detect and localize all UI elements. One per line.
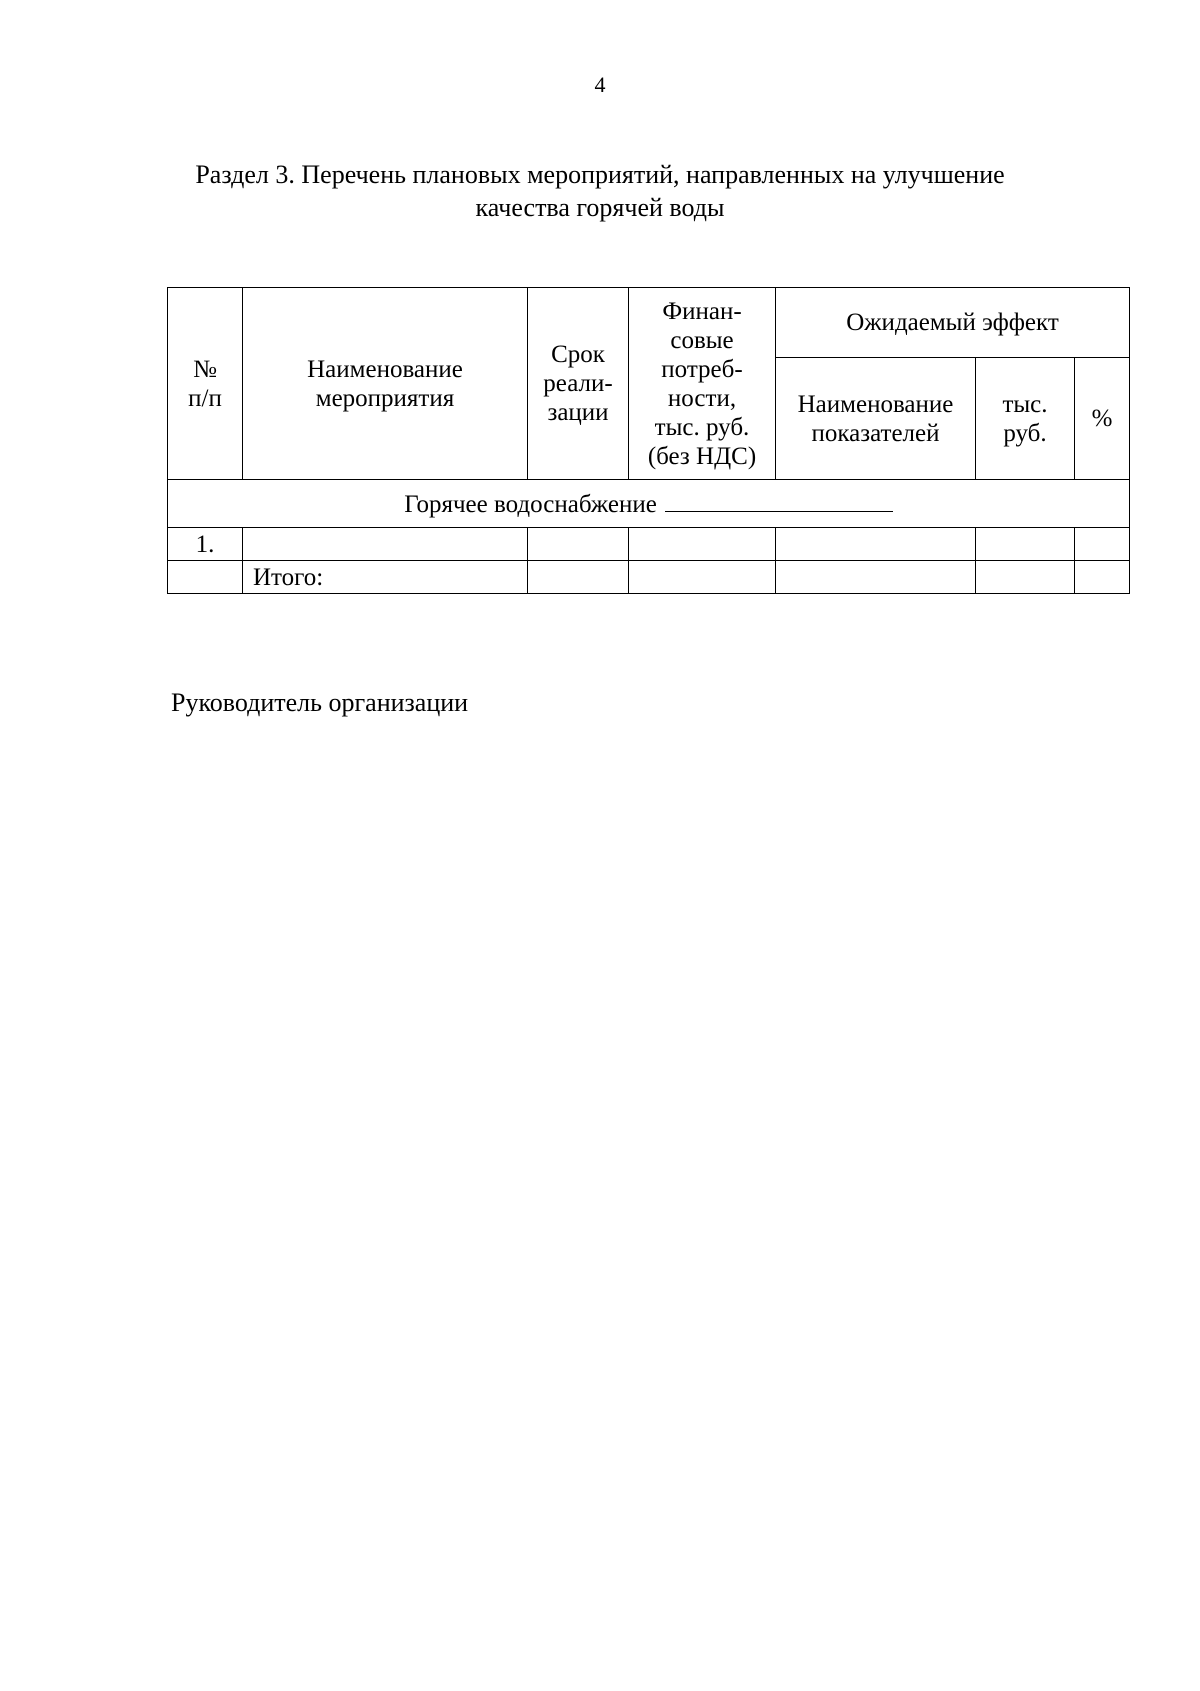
row-term [528,528,629,561]
row-finance [629,528,776,561]
page-number: 4 [594,72,606,97]
total-thousand-rub [976,561,1075,594]
measures-table [167,287,1130,594]
signature-label: Руководитель организации [171,688,469,717]
total-term [528,561,629,594]
header-finance-line-4: ности, [667,384,737,412]
header-term-line-2: реали- [543,370,613,397]
row-percent [1075,528,1130,561]
group-row [168,480,1130,528]
total-row [168,561,1130,594]
header-name-line-2: мероприятия [315,384,455,412]
total-label: Итого: [243,561,528,594]
section-title-line-2: качества горячей воды [475,193,725,222]
header-expected-effect: Ожидаемый эффект [776,288,1130,358]
header-num [168,288,243,480]
header-finance-line-5: тыс. руб. [654,413,750,441]
group-blank-line [665,489,893,512]
row-thousand-rub [976,528,1075,561]
header-indicator-line-2: показателей [811,419,940,447]
header-row-top [168,288,1130,358]
header-name-line-1: Наименование [307,355,463,383]
row-indicator [776,528,976,561]
header-finance-line-6: (без НДС) [647,442,757,470]
header-num-line-2: п/п [188,384,222,412]
header-indicator-name [776,358,976,480]
header-num-line-1: № [193,355,217,383]
header-finance-line-2: совые [670,326,734,354]
header-name [243,288,528,480]
header-thousand-rub-line-1: тыс. [1002,390,1048,418]
section-title [150,158,1050,224]
header-indicator-line-1: Наименование [797,390,954,418]
total-percent [1075,561,1130,594]
row-num: 1. [168,528,243,561]
total-indicator [776,561,976,594]
header-term-line-3: зации [547,399,609,426]
header-finance-line-3: потреб- [661,355,743,383]
table-row [168,528,1130,561]
header-thousand-rub [976,358,1075,480]
total-num [168,561,243,594]
header-term-line-1: Срок [551,341,605,368]
header-thousand-rub-line-2: руб. [1003,419,1047,447]
group-label-cell [168,480,1130,528]
header-finance-line-1: Финан- [662,297,742,325]
header-term [528,288,629,480]
header-percent: % [1075,358,1130,480]
section-title-line-1: Раздел 3. Перечень плановых мероприятий, направленных на улучшение [195,160,1005,189]
row-name [243,528,528,561]
total-finance [629,561,776,594]
group-label: Горячее водоснабжение [404,490,657,518]
header-finance [629,288,776,480]
